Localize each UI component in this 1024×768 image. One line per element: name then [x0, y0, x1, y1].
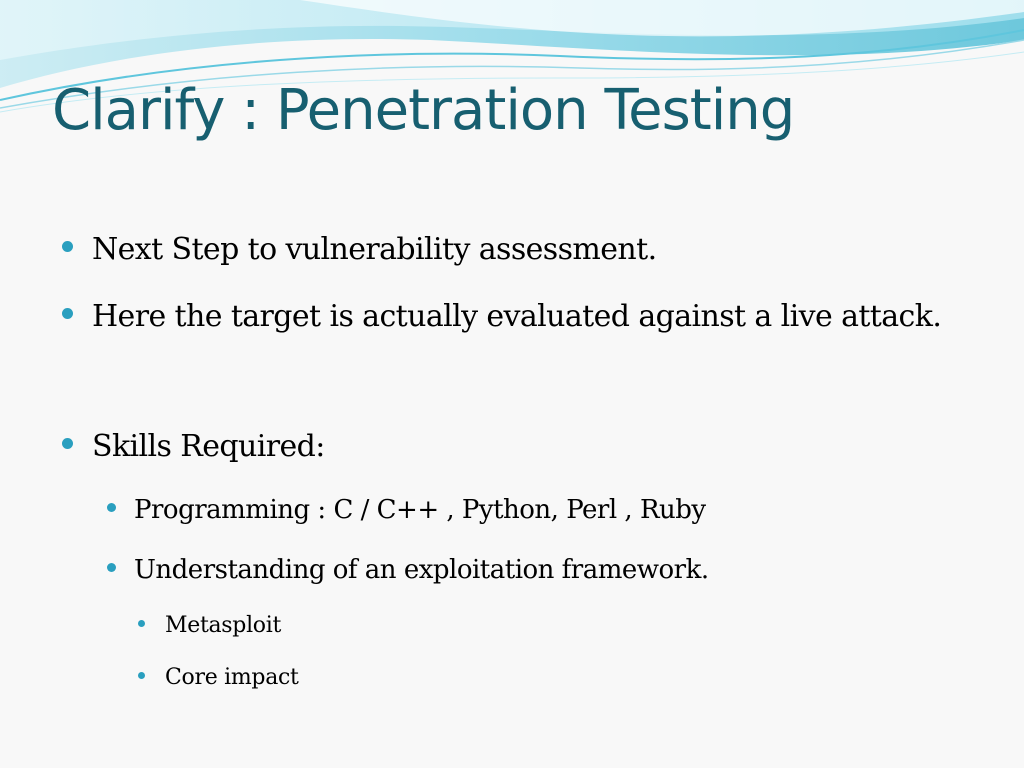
slide-title: Clarify : Penetration Testing	[52, 78, 795, 143]
bullet-text: Core impact	[165, 665, 299, 690]
bullet-dot-icon	[138, 620, 145, 627]
bullet-text: Programming : C / C++ , Python, Perl , Ruby	[134, 495, 706, 525]
sub-sub-bullet-core-impact	[138, 665, 299, 690]
bullet-dot-icon	[62, 438, 73, 449]
bullet-text: Next Step to vulnerability assessment.	[92, 232, 657, 267]
bullet-dot-icon	[62, 241, 73, 252]
sub-bullet-programming	[107, 495, 706, 525]
bullet-dot-icon	[107, 563, 116, 572]
bullet-text: Skills Required:	[92, 429, 325, 464]
bullet-skills-required	[62, 429, 325, 464]
bullet-dot-icon	[138, 672, 145, 679]
bullet-text: Metasploit	[165, 613, 282, 638]
bullet-text: Here the target is actually evaluated against a live attack.	[92, 299, 942, 334]
bullet-dot-icon	[62, 308, 73, 319]
bullet-text: Understanding of an exploitation framework.	[134, 555, 709, 585]
bullet-dot-icon	[107, 503, 116, 512]
bullet-live-attack	[62, 299, 941, 334]
bullet-next-step	[62, 232, 657, 267]
sub-sub-bullet-metasploit	[138, 613, 281, 638]
sub-bullet-exploitation-framework	[107, 555, 709, 585]
